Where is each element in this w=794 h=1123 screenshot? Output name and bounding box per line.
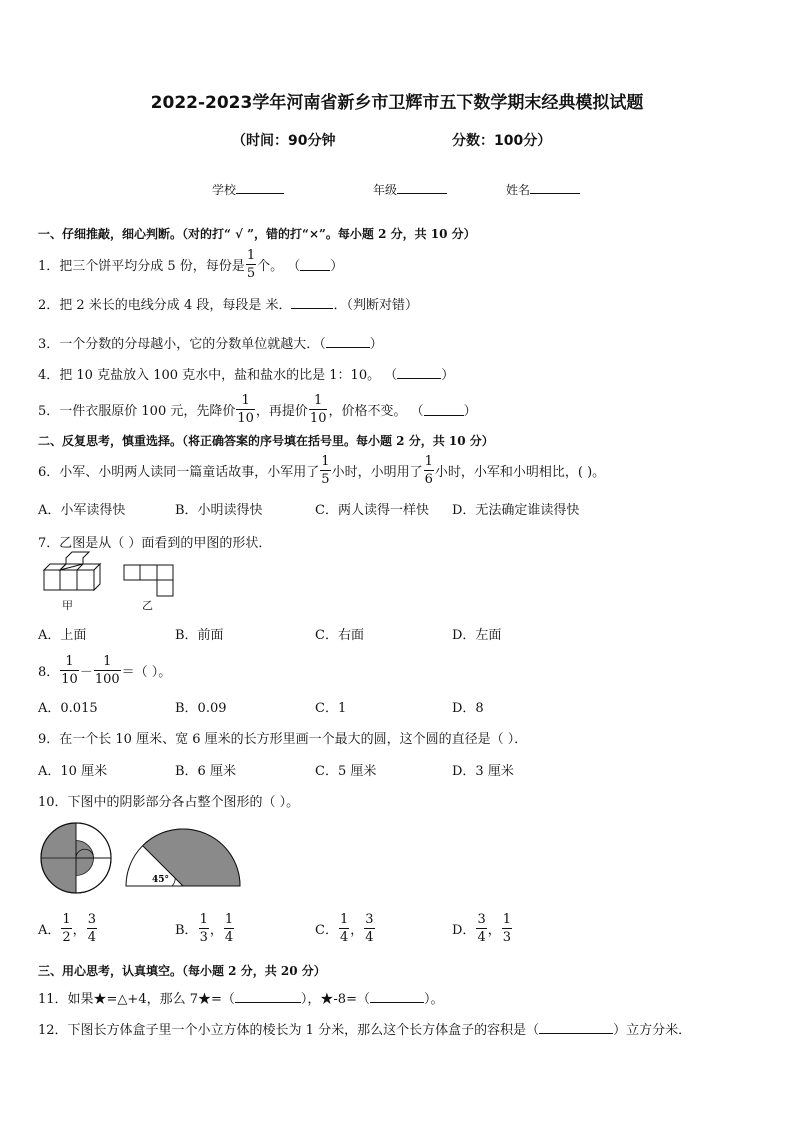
section-3-heading: 三、用心思考，认真填空。（每小题 2 分，共 20 分） (38, 964, 326, 978)
question-1: 1．把三个饼平均分成 5 份，每份是 $\frac{1}{5}$ 个。 （ ） (38, 247, 344, 281)
option-a[interactable]: A．小军读得快 (38, 503, 126, 518)
page-title: 2022-2023学年河南省新乡市卫辉市五下数学期末经典模拟试题 (150, 93, 644, 113)
question-10: 10．下图中的阴影部分各占整个图形的（ ）。 (38, 795, 300, 810)
answer-blank[interactable] (397, 365, 441, 379)
option-c[interactable]: C．1 (315, 701, 347, 716)
angle-label: 45° (152, 875, 170, 885)
fraction: $\frac{1}{5}$ (321, 453, 330, 487)
question-11: 11．如果★=△+4，那么 7★=（ ），★-8=（ ）。 (38, 988, 443, 1007)
option-a[interactable]: A．0.015 (38, 701, 98, 716)
option-d[interactable]: D．无法确定谁读得快 (452, 503, 580, 518)
option-c[interactable]: C．5 厘米 (315, 764, 377, 779)
name-field[interactable]: 姓名 (506, 181, 580, 198)
question-2: 2．把 2 米长的电线分成 4 段，每段是 米． ．（判断对错） (38, 294, 418, 313)
fraction: $\frac{1}{100}$ (94, 653, 120, 687)
question-5: 5．一件衣服原价 100 元，先降价 $\frac{1}{10}$ ，再提价 $\frac{1}{10}$ ，价格不变。 （ ） (38, 392, 477, 426)
option-a[interactable]: A． $\frac{1}{2}$ ， $\frac{3}{4}$ (38, 911, 96, 945)
label-jia: 甲 (62, 599, 73, 612)
option-d[interactable]: D．3 厘米 (452, 764, 514, 779)
fraction: $\frac{1}{5}$ (246, 247, 256, 281)
score-label: 分数：100分） (452, 133, 552, 149)
question-4: 4．把 10 克盐放入 100 克水中，盐和盐水的比是 1：10。 （ ） (38, 364, 454, 383)
option-b[interactable]: B．小明读得快 (175, 503, 263, 518)
label-yi: 乙 (142, 599, 153, 612)
option-b[interactable]: B．0.09 (175, 701, 227, 716)
option-c[interactable]: C．两人读得一样快 (315, 503, 429, 518)
fraction: $\frac{1}{10}$ (237, 392, 254, 426)
section-1-heading: 一、仔细推敲，细心判断。（对的打“ √ ”，错的打“×”。每小题 2 分，共 10 分） (38, 227, 476, 241)
answer-blank[interactable] (300, 257, 330, 271)
option-c[interactable]: C． $\frac{1}{4}$ ， $\frac{3}{4}$ (315, 911, 374, 945)
fraction: $\frac{1}{10}$ (61, 653, 78, 687)
question-9: 9．在一个长 10 厘米、宽 6 厘米的长方形里画一个最大的圆，这个圆的直径是（ ）． (38, 732, 528, 747)
option-d[interactable]: D．左面 (452, 628, 502, 643)
option-a[interactable]: A．上面 (38, 628, 87, 643)
answer-blank[interactable] (235, 989, 301, 1003)
semicircle-figure (124, 826, 242, 888)
question-12: 12．下图长方体盒子里一个小立方体的棱长为 1 分米，那么这个长方体盒子的容积是（ ）立方分米． (38, 1019, 691, 1038)
fraction: $\frac{1}{10}$ (309, 392, 327, 426)
answer-blank[interactable] (424, 402, 464, 416)
option-b[interactable]: B．前面 (175, 628, 224, 643)
option-b[interactable]: B．6 厘米 (175, 764, 236, 779)
question-8: 8． $\frac{1}{10}$ － $\frac{1}{100}$ ＝（ ）。 (38, 653, 172, 687)
option-c[interactable]: C．右面 (315, 628, 364, 643)
option-a[interactable]: A．10 厘米 (38, 764, 108, 779)
circle-swirl-figure (40, 822, 112, 894)
option-d[interactable]: D． $\frac{3}{4}$ ， $\frac{1}{3}$ (452, 911, 512, 945)
school-field[interactable]: 学校 (212, 181, 284, 198)
answer-blank[interactable] (370, 989, 424, 1003)
option-b[interactable]: B． $\frac{1}{3}$ ， $\frac{1}{4}$ (175, 911, 234, 945)
section-2-heading: 二、反复思考，慎重选择。（将正确答案的序号填在括号里。每小题 2 分，共 10 分） (38, 434, 494, 448)
question-7: 7．乙图是从（ ）面看到的甲图的形状． (38, 536, 272, 551)
figure-yi (123, 564, 175, 598)
answer-blank[interactable] (291, 295, 333, 309)
answer-blank[interactable] (326, 334, 370, 348)
question-3: 3．一个分数的分母越小，它的分数单位就越大．（ ） (38, 333, 383, 352)
figure-jia (44, 562, 104, 594)
time-label: （时间：90分钟 (232, 133, 336, 149)
option-d[interactable]: D．8 (452, 701, 484, 716)
question-6: 6．小军、小明两人读同一篇童话故事，小军用了 $\frac{1}{5}$ 小时，小明用了 $\frac{1}{6}$ 小时，小军和小明相比，( )。 (38, 453, 606, 487)
fraction: $\frac{1}{6}$ (424, 453, 433, 487)
grade-field[interactable]: 年级 (373, 181, 447, 198)
answer-blank[interactable] (539, 1020, 613, 1034)
